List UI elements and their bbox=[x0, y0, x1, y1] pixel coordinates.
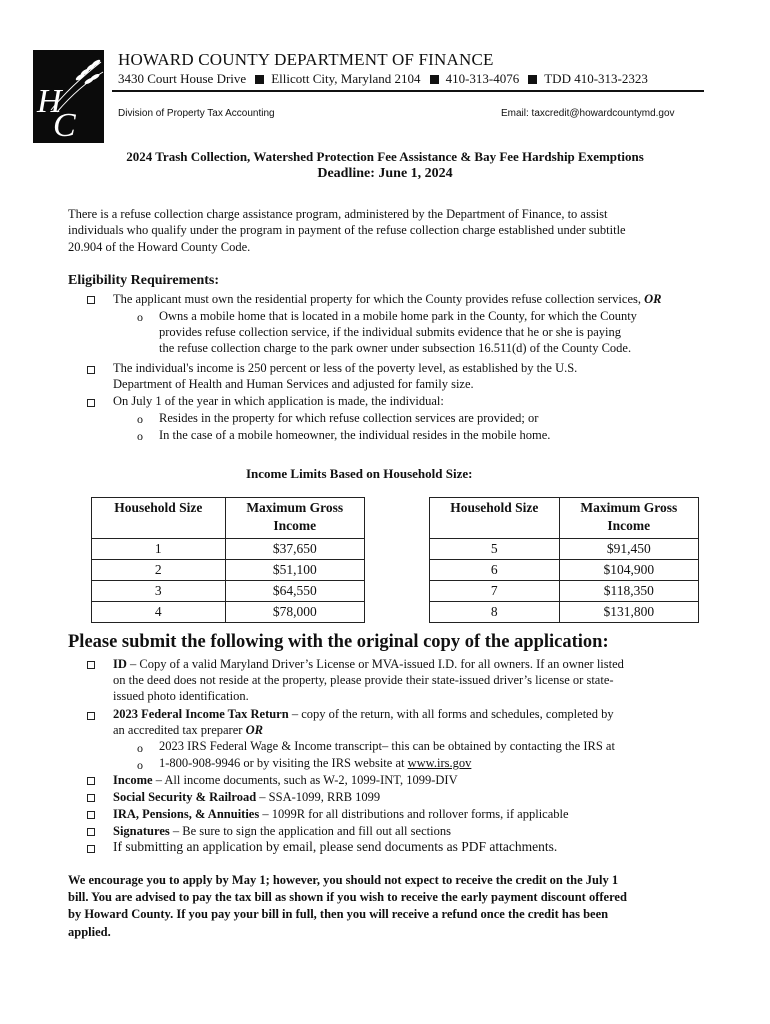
income-cell: $91,450 bbox=[559, 539, 698, 560]
contact-line bbox=[118, 71, 648, 87]
checkbox-icon bbox=[87, 845, 95, 853]
income-cell: $78,000 bbox=[225, 602, 364, 623]
household-size-cell: 8 bbox=[430, 602, 560, 623]
household-size-cell: 3 bbox=[92, 581, 226, 602]
income-cell: $104,900 bbox=[559, 560, 698, 581]
eligibility-item-income bbox=[113, 360, 577, 392]
header-line: Income bbox=[273, 518, 317, 533]
residency-subitem: Resides in the property for which refuse collection services are provided; or bbox=[159, 411, 539, 425]
household-size-cell: 7 bbox=[430, 581, 560, 602]
table-header-row bbox=[430, 498, 699, 539]
table-header-row bbox=[92, 498, 365, 539]
circle-bullet-icon: o bbox=[137, 429, 143, 443]
separator-square-icon bbox=[430, 75, 439, 84]
eligibility-item-ownership bbox=[113, 291, 661, 307]
wheat-hc-logo-graphic bbox=[33, 50, 104, 143]
table-row bbox=[92, 581, 365, 602]
tdd-number: TDD 410-313-2323 bbox=[544, 71, 648, 86]
closing-line: We encourage you to apply by May 1; however, you should not expect to receive the credit on the July 1 bbox=[68, 873, 619, 887]
residency-subitem: In the case of a mobile homeowner, the individual resides in the mobile home. bbox=[159, 428, 551, 442]
submit-item-income bbox=[113, 772, 458, 788]
column-header-household-size: Household Size bbox=[430, 498, 560, 539]
header-line: Maximum Gross bbox=[246, 500, 344, 515]
svg-text:H: H bbox=[37, 83, 62, 120]
submit-heading: Please submit the following with the original copy of the application: bbox=[68, 632, 609, 652]
checkbox-icon bbox=[87, 296, 95, 304]
item-text: – Be sure to sign the application and fill out all sections bbox=[169, 824, 451, 838]
table-row bbox=[430, 581, 699, 602]
household-size-cell: 6 bbox=[430, 560, 560, 581]
closing-line: by Howard County. If you pay your bill in full, then you will receive a refund once the credit has been bbox=[68, 907, 609, 922]
table-row bbox=[430, 539, 699, 560]
submit-item-social-security bbox=[113, 789, 380, 805]
item-label: IRA, Pensions, & Annuities bbox=[113, 807, 260, 821]
header-line: Maximum Gross bbox=[580, 500, 678, 515]
checkbox-icon bbox=[87, 366, 95, 374]
circle-bullet-icon: o bbox=[137, 758, 143, 772]
deadline: Deadline: June 1, 2024 bbox=[317, 166, 453, 181]
household-size-cell: 2 bbox=[92, 560, 226, 581]
intro-paragraph bbox=[68, 206, 626, 255]
subitem-line: Owns a mobile home that is located in a mobile home park in the County, for which the County bbox=[159, 309, 637, 323]
household-size-cell: 1 bbox=[92, 539, 226, 560]
item-line: issued photo identification. bbox=[113, 689, 249, 703]
submit-item-tax-return bbox=[113, 706, 614, 738]
intro-line: individuals who qualify under the program in payment of the refuse collection charge established under subtitle bbox=[68, 223, 626, 238]
item-text: – All income documents, such as W-2, 1099-INT, 1099-DIV bbox=[152, 773, 458, 787]
item-text: an accredited tax preparer bbox=[113, 723, 246, 737]
closing-line: applied. bbox=[68, 924, 111, 939]
income-cell: $64,550 bbox=[225, 581, 364, 602]
submit-item-id bbox=[113, 656, 624, 704]
checkbox-icon bbox=[87, 794, 95, 802]
closing-paragraph bbox=[68, 872, 627, 941]
table-row bbox=[430, 602, 699, 623]
income-table-left bbox=[91, 497, 365, 623]
item-text: 1-800-908-9946 or by visiting the IRS website at bbox=[159, 756, 408, 770]
city-address: Ellicott City, Maryland 2104 bbox=[271, 71, 421, 86]
column-header-max-income bbox=[559, 498, 698, 539]
table-row bbox=[92, 539, 365, 560]
checkbox-icon bbox=[87, 712, 95, 720]
eligibility-heading: Eligibility Requirements: bbox=[68, 273, 220, 288]
ownership-text: The applicant must own the bbox=[113, 292, 252, 306]
or-emphasis: OR bbox=[245, 723, 263, 737]
checkbox-icon bbox=[87, 777, 95, 785]
item-text: – Copy of a valid Maryland Driver’s License or MVA-issued I.D. for all owners. If an owner listed bbox=[126, 657, 624, 671]
income-table-right bbox=[429, 497, 699, 623]
intro-line: There is a refuse collection charge assistance program, administered by the Department of Finance, to assist bbox=[68, 207, 608, 221]
checkbox-icon bbox=[87, 399, 95, 407]
table-row bbox=[92, 560, 365, 581]
item-label: ID bbox=[113, 657, 127, 671]
county-logo bbox=[33, 50, 104, 143]
item-text: – copy of the return, with all forms and schedules, completed by bbox=[288, 707, 614, 721]
submit-item-ira bbox=[113, 806, 569, 822]
item-text: – 1099R for all distributions and rollover forms, if applicable bbox=[259, 807, 569, 821]
subitem-line: provides refuse collection service, if the individual submits evidence that he or she is paying bbox=[159, 325, 622, 339]
checkbox-icon bbox=[87, 661, 95, 669]
circle-bullet-icon: o bbox=[137, 310, 143, 324]
circle-bullet-icon: o bbox=[137, 412, 143, 426]
page-title: 2024 Trash Collection, Watershed Protection Fee Assistance & Bay Fee Hardship Exemptions bbox=[126, 149, 644, 164]
column-header-max-income bbox=[225, 498, 364, 539]
separator-square-icon bbox=[528, 75, 537, 84]
checkbox-icon bbox=[87, 828, 95, 836]
contact-email[interactable]: Email: taxcredit@howardcountymd.gov bbox=[501, 108, 675, 119]
street-address: 3430 Court House Drive bbox=[118, 71, 247, 86]
income-cell: $118,350 bbox=[559, 581, 698, 602]
income-cell: $51,100 bbox=[225, 560, 364, 581]
column-header-household-size: Household Size bbox=[92, 498, 226, 539]
table-row bbox=[92, 602, 365, 623]
income-limits-heading: Income Limits Based on Household Size: bbox=[246, 466, 473, 481]
or-emphasis: OR bbox=[644, 292, 662, 306]
income-cell: $131,800 bbox=[559, 602, 698, 623]
circle-bullet-icon: o bbox=[137, 741, 143, 755]
phone-number: 410-313-4076 bbox=[445, 71, 520, 86]
header-divider bbox=[112, 90, 704, 92]
submit-item-signatures bbox=[113, 823, 451, 839]
irs-website-link[interactable]: www.irs.gov bbox=[407, 756, 472, 770]
item-line: on the deed does not reside at the property, please provide their state-issued driver’s license or state- bbox=[113, 673, 614, 687]
closing-line: bill. You are advised to pay the tax bill as shown if you wish to receive the early payment discount offered bbox=[68, 890, 627, 905]
office-name: HOWARD COUNTY DEPARTMENT OF FINANCE bbox=[118, 50, 494, 69]
table-row bbox=[430, 560, 699, 581]
household-size-cell: 4 bbox=[92, 602, 226, 623]
submit-item-email-pdf: If submitting an application by email, please send documents as PDF attachments. bbox=[113, 839, 558, 854]
ownership-text-cont: residential property for which the County provides refuse collection services, bbox=[251, 292, 645, 306]
household-size-cell: 5 bbox=[430, 539, 560, 560]
svg-text:C: C bbox=[53, 107, 76, 143]
item-label: Income bbox=[113, 773, 153, 787]
tax-subitem-phone bbox=[159, 755, 471, 771]
intro-line: 20.904 of the Howard County Code. bbox=[68, 239, 251, 254]
item-text: – SSA-1099, RRB 1099 bbox=[256, 790, 381, 804]
header-line: Income bbox=[607, 518, 651, 533]
eligibility-subitem-mobile-home bbox=[159, 308, 637, 356]
eligibility-item-residency: On July 1 of the year in which application is made, the individual: bbox=[113, 394, 444, 408]
item-line: The individual's income is 250 percent or less of the poverty level, as established by the U.S. bbox=[113, 361, 578, 375]
item-label: Social Security & Railroad bbox=[113, 790, 257, 804]
item-label: 2023 Federal Income Tax Return bbox=[113, 707, 289, 721]
income-cell: $37,650 bbox=[225, 539, 364, 560]
separator-square-icon bbox=[255, 75, 264, 84]
tax-subitem-transcript: 2023 IRS Federal Wage & Income transcript– this can be obtained by contacting the IRS at bbox=[159, 739, 615, 753]
item-line: Department of Health and Human Services and adjusted for family size. bbox=[113, 377, 474, 391]
item-label: Signatures bbox=[113, 824, 170, 838]
checkbox-icon bbox=[87, 811, 95, 819]
subitem-line: the refuse collection charge to the park owner under subsection 16.511(d) of the County Code. bbox=[159, 341, 632, 355]
division-name: Division of Property Tax Accounting bbox=[118, 108, 275, 119]
